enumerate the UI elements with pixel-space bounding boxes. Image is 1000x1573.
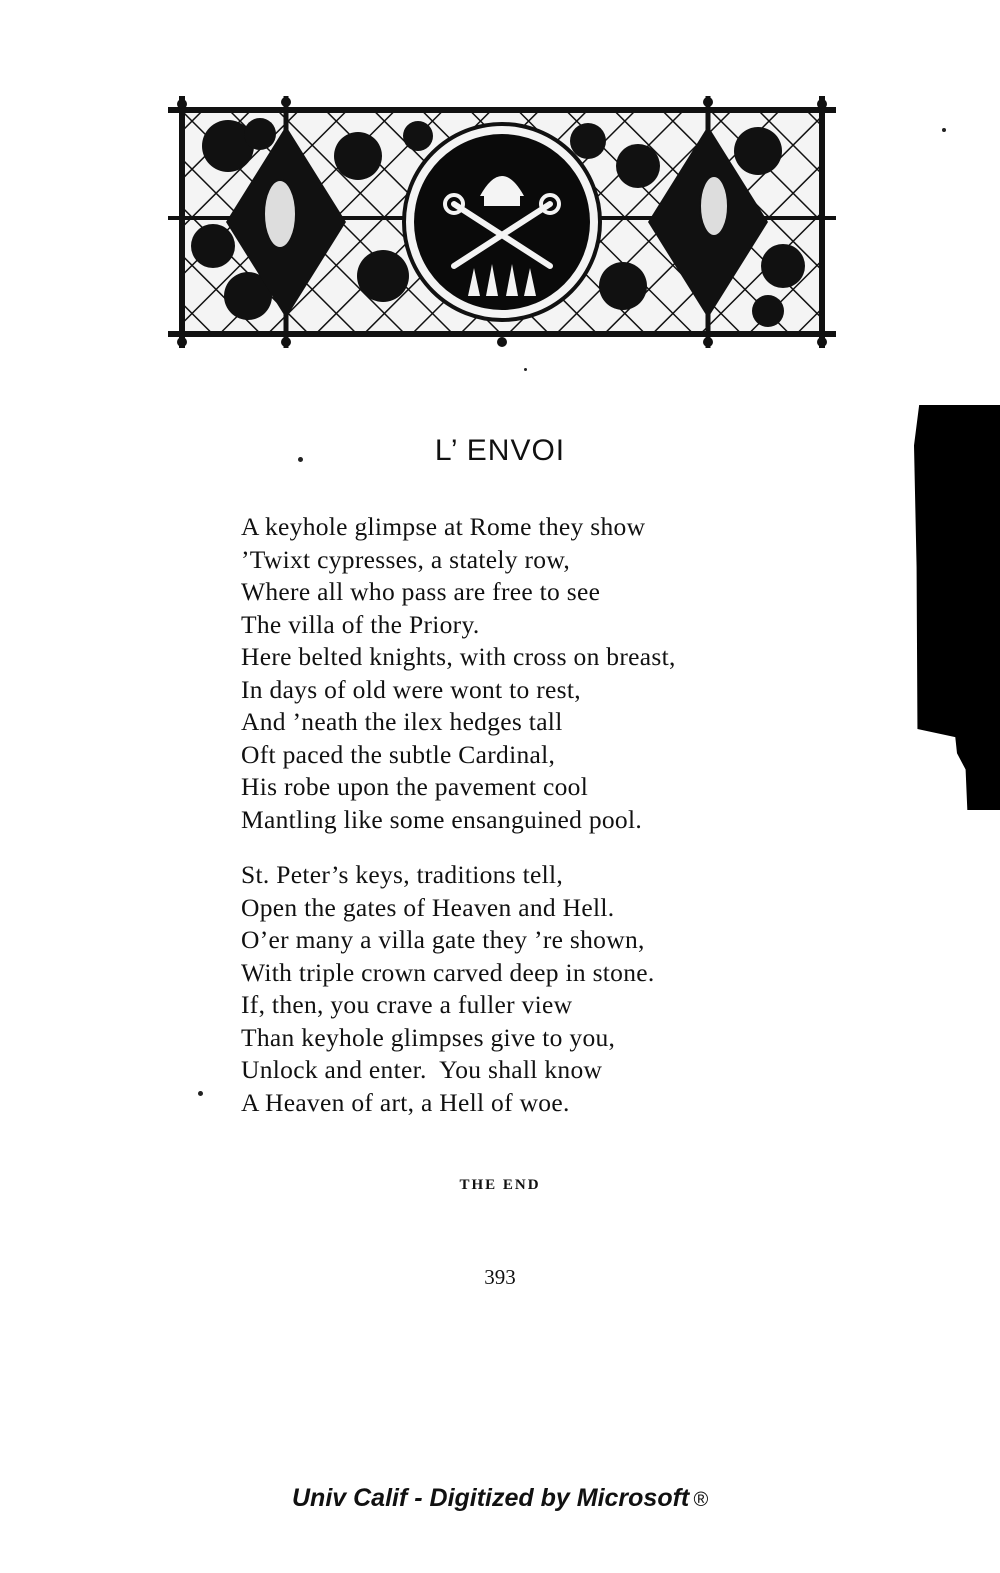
poem-line: Where all who pass are free to see — [241, 577, 601, 606]
scan-speck — [198, 1091, 203, 1096]
poem-line: In days of old were wont to rest, — [241, 674, 581, 704]
ornamental-headpiece-icon — [168, 96, 836, 348]
scan-speck — [942, 128, 946, 132]
poem-line: Here belted knights, with cross on breast, — [241, 642, 676, 671]
poem-line: A keyhole glimpse at Rome they show — [241, 512, 646, 541]
stanza — [241, 511, 801, 836]
poem-line: If, then, you crave a fuller view — [241, 990, 573, 1019]
scan-speck — [524, 368, 527, 371]
poem-line: And ’neath the ilex hedges tall — [241, 707, 563, 736]
poem-line: Than keyhole glimpses give to you, — [241, 1022, 616, 1052]
poem-line: St. Peter’s keys, traditions tell, — [241, 860, 564, 889]
poem-body — [241, 511, 801, 1119]
poem-line: Open the gates of Heaven and Hell. — [241, 892, 615, 922]
poem-line: Unlock and enter. You shall know — [241, 1055, 603, 1084]
poem-line: O’er many a villa gate they ’re shown, — [241, 925, 645, 954]
page-number: 393 — [484, 1265, 516, 1289]
digitization-footer — [0, 1484, 1000, 1513]
poem-line: The villa of the Priory. — [241, 609, 480, 639]
poem-title: L’ ENVOI — [434, 434, 566, 467]
poem-line: A Heaven of art, a Hell of woe. — [241, 1087, 570, 1117]
the-end-label: THE END — [459, 1177, 541, 1193]
stanza — [241, 859, 801, 1119]
footer-text: Univ Calif - Digitized by Microsoft — [292, 1484, 690, 1512]
poem-line: His robe upon the pavement cool — [241, 772, 589, 801]
footer-mark: ® — [693, 1489, 708, 1511]
poem-line: ’Twixt cypresses, a stately row, — [241, 544, 571, 574]
poem-line: Oft paced the subtle Cardinal, — [241, 739, 556, 769]
poem-line: Mantling like some ensanguined pool. — [241, 804, 643, 834]
poem-line: With triple crown carved deep in stone. — [241, 957, 655, 987]
